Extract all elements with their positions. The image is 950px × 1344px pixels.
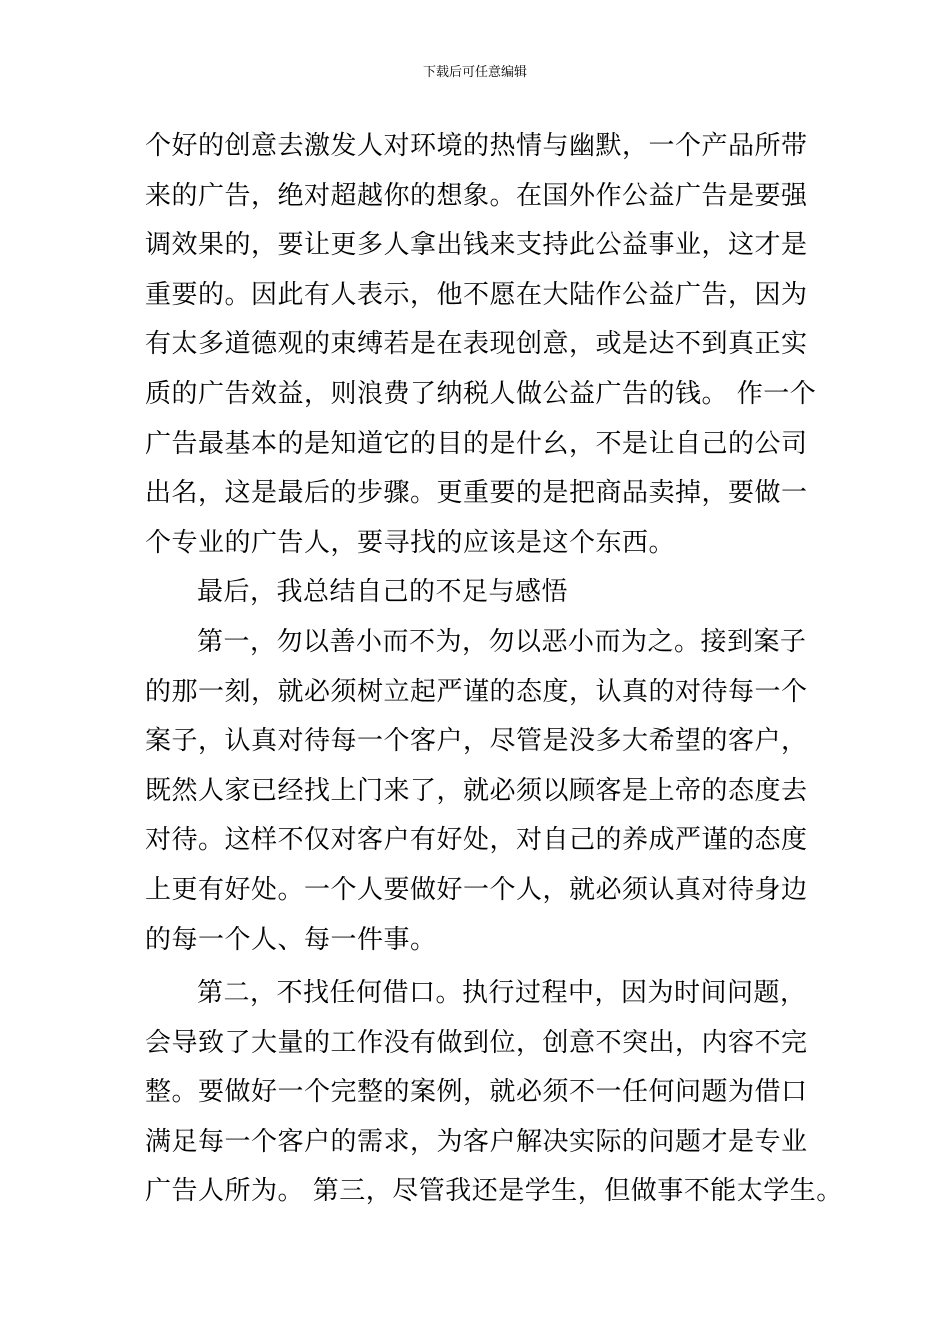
- text-line: 的每一个人、每一件事。: [145, 924, 437, 955]
- section-heading: 最后，我总结自己的不足与感悟: [197, 577, 569, 608]
- paragraph-start: 第二，不找任何借口。执行过程中，因为时间问题，: [197, 978, 807, 1009]
- paragraph-start: 第一，勿以善小而不为，勿以恶小而为之。接到案子: [197, 626, 807, 657]
- text-line: 重要的。因此有人表示，他不愿在大陆作公益广告，因为: [145, 279, 808, 310]
- page-header: 下载后可任意编辑: [422, 65, 527, 80]
- text-line: 的那一刻，就必须树立起严谨的态度，认真的对待每一个: [145, 676, 808, 707]
- document-body: [145, 122, 843, 1217]
- text-line: 广告人所为。 第三，尽管我还是学生，但做事不能太学生。: [145, 1176, 843, 1207]
- text-line: 个专业的广告人，要寻找的应该是这个东西。: [145, 527, 676, 558]
- text-line: 来的广告，绝对超越你的想象。在国外作公益广告是要强: [145, 180, 808, 211]
- text-line: 出名，这是最后的步骤。更重要的是把商品卖掉，要做一: [145, 478, 808, 509]
- text-line: 会导致了大量的工作没有做到位，创意不突出，内容不完: [145, 1027, 808, 1058]
- text-line: 满足每一个客户的需求，为客户解决实际的问题才是专业: [145, 1126, 808, 1157]
- text-line: 个好的创意去激发人对环境的热情与幽默，一个产品所带: [145, 131, 808, 161]
- text-line: 案子，认真对待每一个客户，尽管是没多大希望的客户，: [145, 726, 808, 757]
- text-line: 上更有好处。一个人要做好一个人，就必须认真对待身边: [145, 874, 808, 905]
- text-line: 既然人家已经找上门来了，就必须以顾客是上帝的态度去: [145, 775, 808, 806]
- text-line: 广告最基本的是知道它的目的是什幺，不是让自己的公司: [145, 428, 808, 459]
- text-line: 整。要做好一个完整的案例，就必须不一任何问题为借口: [145, 1077, 808, 1108]
- text-line: 有太多道德观的束缚若是在表现创意，或是达不到真正实: [145, 329, 808, 360]
- text-line: 质的广告效益，则浪费了纳税人做公益广告的钱。 作一个: [145, 378, 817, 409]
- text-line: 调效果的，要让更多人拿出钱来支持此公益事业，这才是: [145, 230, 808, 261]
- text-line: 对待。这样不仅对客户有好处，对自己的养成严谨的态度: [145, 825, 808, 856]
